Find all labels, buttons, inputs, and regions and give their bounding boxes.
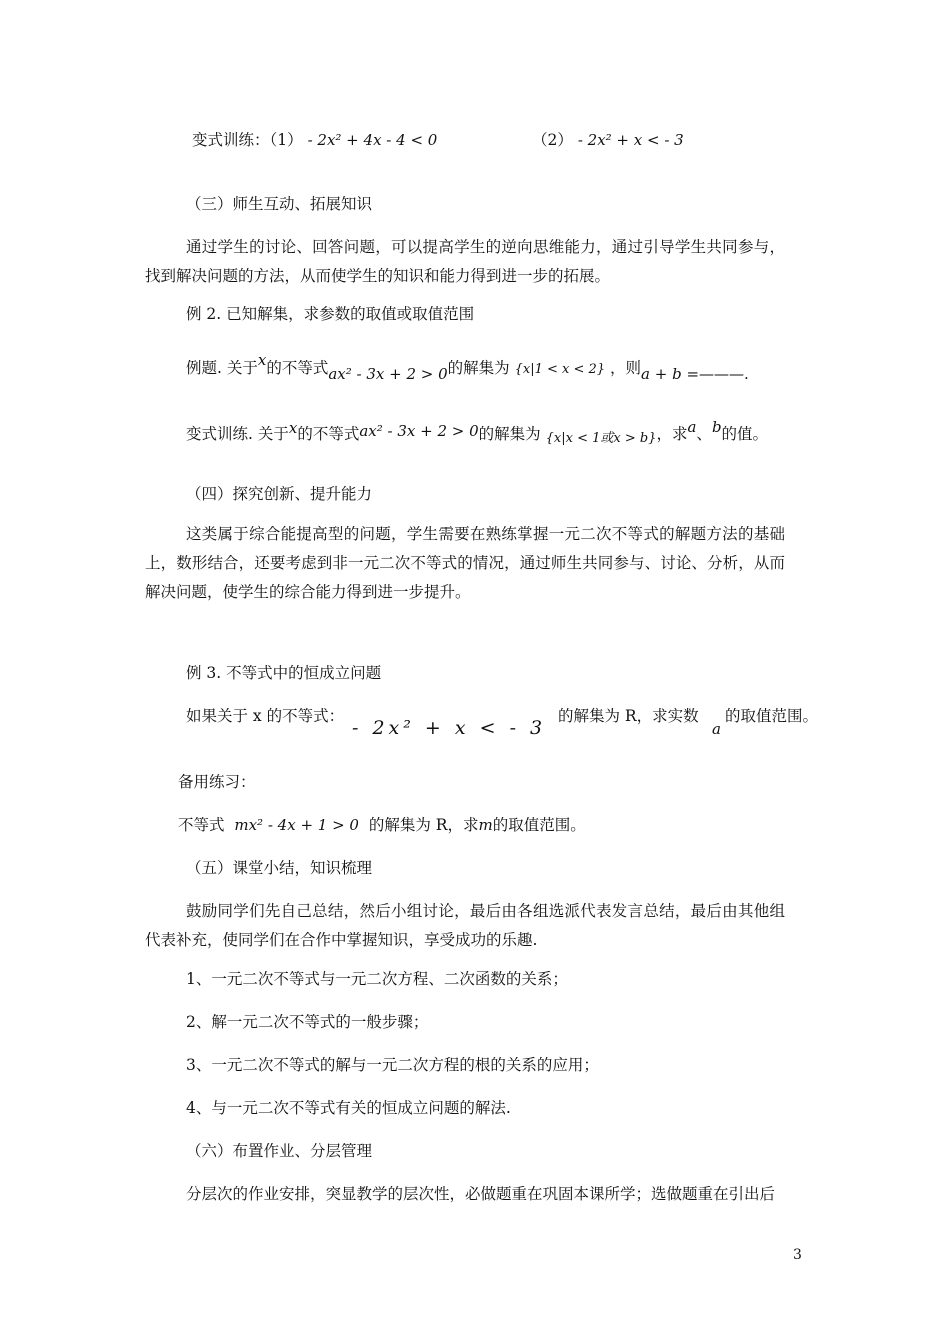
variant-label: 变式训练：（1） [192, 131, 303, 149]
example-3-question [186, 705, 819, 739]
paragraph-4: 这类属于综合能提高型的问题，学生需要在熟练掌握一元二次不等式的解题方法的基础上，数形结合，还要考虑到非一元二次不等式的情况，通过师生共同参与、讨论、分析，从而解决问题，使学生的综合能力得到进一步提升。 [145, 525, 785, 601]
var-m: m [478, 816, 493, 834]
inequality-variant: ax² - 3x + 2 > 0 [359, 422, 479, 440]
var-b: b [711, 418, 722, 436]
example-2-variant [186, 418, 769, 447]
inequality-example-2: ax² - 3x + 2 > 0 [328, 365, 448, 383]
question-end: 的取值范围。 [725, 707, 819, 725]
summary-item: 3、一元二次不等式的解与一元二次方程的根的关系的应用； [186, 1056, 599, 1074]
variant-end-2: 、 [696, 425, 712, 443]
example-2-heading: 例 2. 已知解集，求参数的取值或取值范围 [186, 305, 475, 323]
answer-blank: a + b =———. [641, 365, 749, 383]
backup-heading: 备用练习： [178, 773, 256, 791]
solution-set: {x|1 < x < 2} [514, 362, 606, 377]
solution-set-variant: {x|x < 1或x > b} [545, 431, 657, 446]
summary-item: 4、与一元二次不等式有关的恒成立问题的解法. [186, 1099, 511, 1117]
variant-exercise-line [192, 129, 437, 151]
inequality-1: - 2x² + 4x - 4 < 0 [307, 131, 438, 149]
summary-item: 1、一元二次不等式与一元二次方程、二次函数的关系； [186, 970, 568, 988]
inequality-example-3: - 2x² + x < - 3 [352, 717, 547, 739]
backup-end: 的取值范围。 [492, 816, 586, 834]
backup-question [178, 814, 586, 836]
question-mid: 的不等式 [266, 359, 329, 377]
paragraph-6: 分层次的作业安排，突显教学的层次性，必做题重在巩固本课所学；选做题重在引出后 [186, 1185, 776, 1203]
backup-mid: 的解集为 R，求 [368, 816, 479, 834]
question-mid-2: 的解集为 [447, 359, 510, 377]
question-prefix: 如果关于 x 的不等式： [186, 707, 345, 725]
variant-mid: 的不等式 [297, 425, 360, 443]
example-3-heading: 例 3. 不等式中的恒成立问题 [186, 664, 382, 682]
paragraph-5: 鼓励同学们先自己总结，然后小组讨论，最后由各组选派代表发言总结，最后由其他组代表补充，使同学们在合作中掌握知识，享受成功的乐趣. [145, 902, 785, 949]
inequality-backup: mx² - 4x + 1 > 0 [234, 816, 359, 834]
question-suffix: 的解集为 R，求实数 [558, 707, 699, 725]
summary-item: 2、解一元二次不等式的一般步骤； [186, 1013, 429, 1031]
section-heading-6: （六）布置作业、分层管理 [186, 1142, 373, 1160]
variant-end-1: ，求 [656, 425, 688, 443]
example-2-question [186, 351, 749, 383]
page-number: 3 [793, 1247, 802, 1263]
section-heading-3: （三）师生互动、拓展知识 [186, 195, 373, 213]
variant-end-3: 的值。 [721, 425, 769, 443]
var-x: x [257, 351, 267, 369]
var-a: a [712, 720, 721, 738]
backup-prefix: 不等式 [178, 816, 225, 834]
inequality-2: - 2x² + x < - 3 [577, 131, 684, 149]
variant-exercise-2 [532, 129, 684, 151]
section-heading-5: （五）课堂小结，知识梳理 [186, 859, 373, 877]
question-prefix: 例题. 关于 [186, 359, 258, 377]
paragraph-3: 通过学生的讨论、回答问题，可以提高学生的逆向思维能力，通过引导学生共同参与，找到解决问题的方法，从而使学生的知识和能力得到进一步的拓展。 [145, 238, 785, 285]
variant-label-2: （2） [532, 131, 573, 149]
var-a: a [687, 418, 697, 436]
var-x: x [288, 419, 298, 437]
question-then: ，则 [610, 359, 642, 377]
section-heading-4: （四）探究创新、提升能力 [186, 485, 373, 503]
variant-mid-2: 的解集为 [478, 425, 541, 443]
variant-prefix: 变式训练. 关于 [186, 425, 289, 443]
